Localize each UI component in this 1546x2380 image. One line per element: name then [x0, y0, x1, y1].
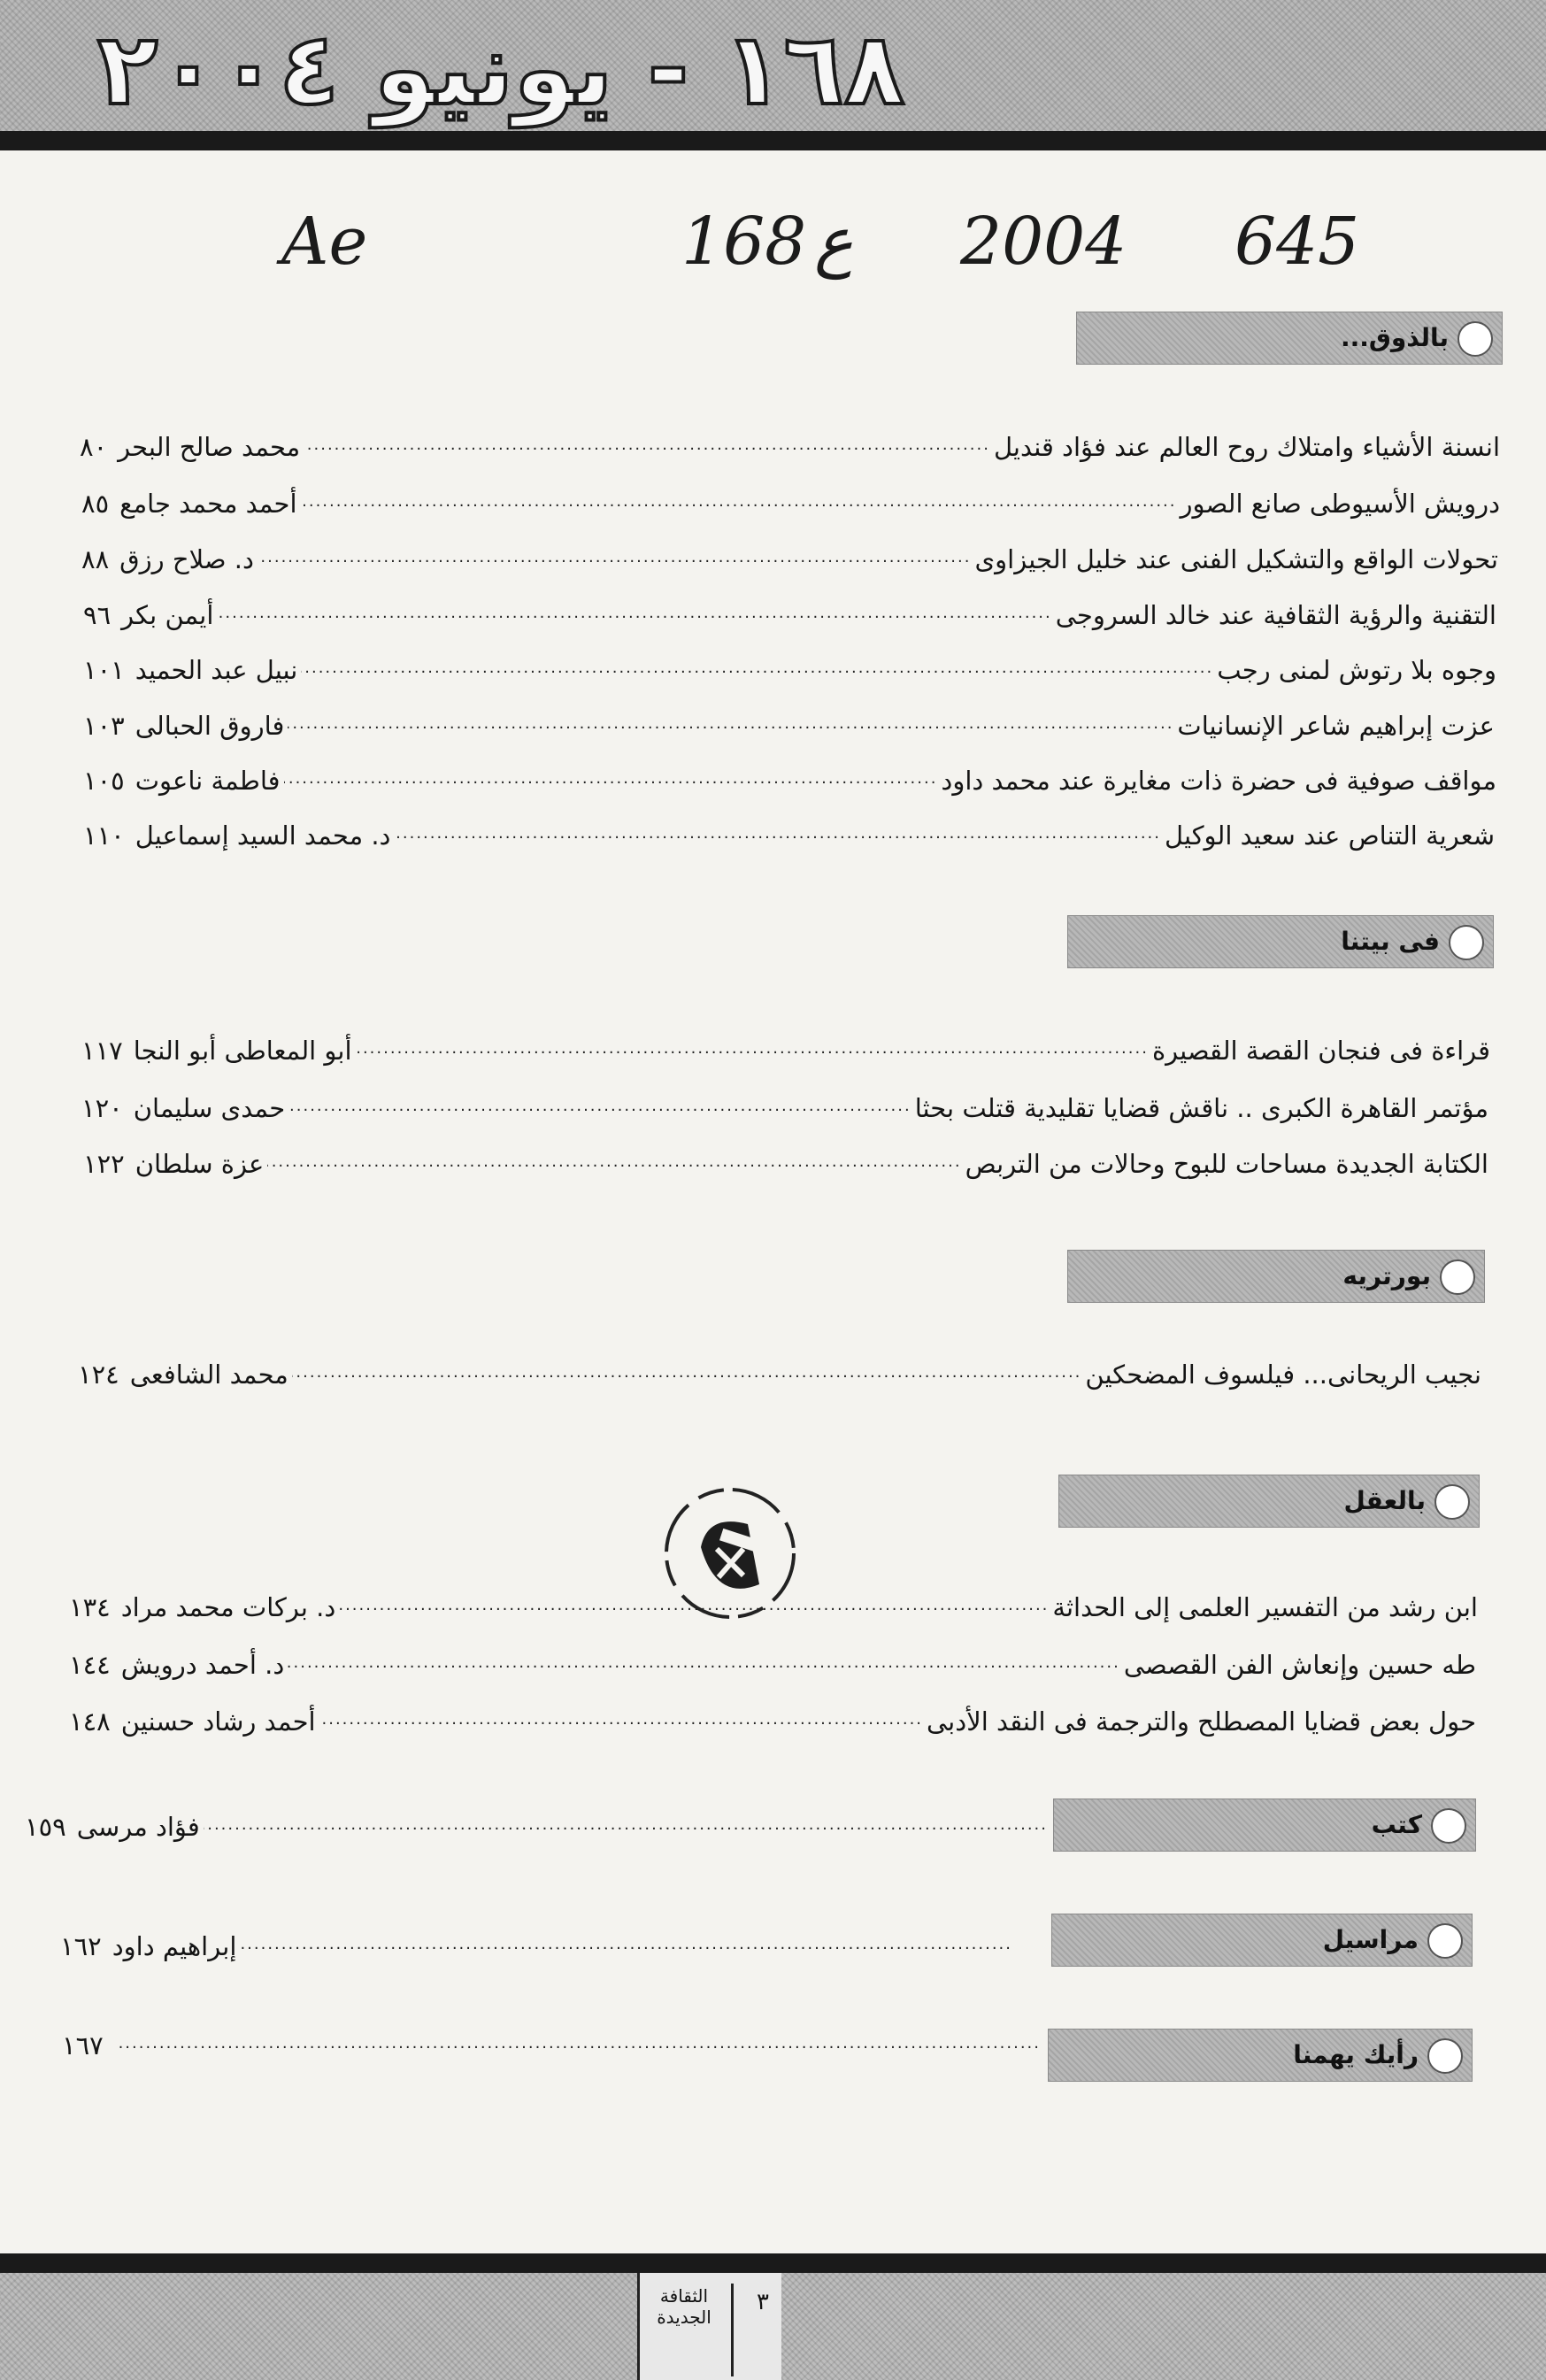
entry-author: فؤاد مرسى — [76, 1812, 200, 1842]
leader-dots — [292, 1365, 1082, 1381]
entry-title: ابن رشد من التفسير العلمى إلى الحداثة — [1052, 1592, 1478, 1622]
entry-title: الكتابة الجديدة مساحات للبوح وحالات من التربص — [965, 1149, 1488, 1179]
entry-title: تحولات الواقع والتشكيل الفنى عند خليل الجيزاوى — [974, 544, 1498, 574]
entry-author: حمدى سليمان — [133, 1093, 286, 1123]
entry-title: التقنية والرؤية الثقافية عند خالد السروجى — [1055, 600, 1496, 630]
entry-author: فاطمة ناعوت — [135, 766, 281, 796]
entry-page: ٩٦ — [83, 600, 112, 630]
section-title: مراسيل — [1322, 1925, 1419, 1954]
leader-dots — [118, 2036, 1041, 2052]
bullet-circle-icon — [1434, 1484, 1470, 1520]
bullet-circle-icon — [1458, 321, 1493, 357]
leader-dots — [258, 550, 972, 566]
leader-dots — [304, 437, 990, 453]
toc-entry — [83, 801, 1495, 851]
footer-magazine-line: الثقافة — [659, 2285, 709, 2307]
handwritten-note: Ae — [281, 204, 368, 280]
entry-page: ١٤٤ — [69, 1650, 111, 1680]
section-title: كتب — [1371, 1810, 1422, 1839]
section-title: فى بيتنا — [1341, 927, 1440, 956]
bullet-circle-icon — [1440, 1259, 1475, 1295]
entry-page: ١٦٧ — [62, 2030, 104, 2060]
section-label-portrait — [1067, 1250, 1485, 1303]
bottom-rule — [0, 2253, 1546, 2273]
handwritten-note: 168 — [681, 204, 807, 280]
handwritten-note: ع — [814, 204, 854, 280]
entry-author: أحمد رشاد حسنين — [120, 1706, 316, 1737]
section-title: بالذوق... — [1340, 323, 1449, 352]
leader-dots — [204, 1817, 1048, 1833]
entry-author: أيمن بكر — [121, 600, 214, 630]
entry-author: د. أحمد درويش — [120, 1650, 285, 1680]
leader-dots — [356, 1041, 1149, 1057]
leader-dots — [394, 826, 1161, 842]
entry-page: ٨٥ — [81, 489, 110, 519]
entry-author: إبراهيم داود — [112, 1931, 237, 1961]
entry-page: ١١٧ — [81, 1036, 123, 1066]
leader-dots — [217, 605, 1051, 621]
toc-entry — [83, 1129, 1488, 1179]
section-label-bil-dhawq — [1076, 312, 1503, 365]
entry-title: نجيب الريحانى... فيلسوف المضحكين — [1085, 1359, 1481, 1390]
toc-entry — [83, 581, 1496, 630]
toc-entry — [69, 1687, 1476, 1737]
entry-page: ١٠٥ — [83, 766, 125, 796]
entry-author: أبو المعاطى أبو النجا — [133, 1036, 352, 1066]
toc-entry — [25, 1792, 1051, 1842]
leader-dots — [267, 1154, 961, 1170]
section-label-marasil — [1051, 1914, 1473, 1967]
toc-entry — [80, 412, 1500, 462]
entry-page: ١٥٩ — [25, 1812, 66, 1842]
footer-divider — [731, 2284, 734, 2376]
leader-dots — [319, 1712, 923, 1728]
entry-title: انسنة الأشياء وامتلاك روح العالم عند فؤاد قنديل — [993, 432, 1500, 462]
entry-title: قراءة فى فنجان القصة القصيرة — [1151, 1036, 1490, 1066]
entry-page: ٨٠ — [80, 432, 108, 462]
toc-entry — [60, 1912, 1016, 1961]
handwritten-note: 645 — [1234, 204, 1360, 280]
toc-entry — [78, 1340, 1481, 1390]
leader-dots — [288, 1098, 911, 1114]
bullet-circle-icon — [1427, 1923, 1463, 1959]
handwritten-note: 2004 — [960, 204, 1127, 280]
entry-page: ١٠١ — [83, 655, 125, 685]
toc-entry — [69, 1630, 1476, 1680]
section-label-bil-aql — [1058, 1475, 1480, 1528]
entry-author: أحمد محمد جامع — [119, 489, 297, 519]
entry-page: ١٢٠ — [81, 1093, 123, 1123]
footer-page-number: ٣ — [757, 2289, 769, 2315]
bullet-circle-icon — [1449, 925, 1484, 960]
leader-dots — [288, 716, 1173, 732]
entry-title: طه حسين وإنعاش الفن القصصى — [1123, 1650, 1476, 1680]
toc-entry — [81, 525, 1498, 574]
entry-author: عزة سلطان — [135, 1149, 265, 1179]
section-title: رأيك يهمنا — [1293, 2040, 1419, 2069]
leader-dots — [284, 771, 938, 787]
section-label-fi-baytina — [1067, 915, 1494, 968]
leader-dots — [301, 660, 1213, 676]
toc-entry — [83, 746, 1496, 796]
bullet-circle-icon — [1427, 2038, 1463, 2074]
entry-page: ١١٠ — [83, 820, 125, 851]
entry-title: عزت إبراهيم شاعر الإنسانيات — [1177, 711, 1495, 741]
toc-entry — [81, 1074, 1488, 1123]
entry-page: ١٢٢ — [83, 1149, 125, 1179]
entry-author: نبيل عبد الحميد — [135, 655, 298, 685]
entry-page: ٨٨ — [81, 544, 110, 574]
entry-page: ١٦٢ — [60, 1931, 102, 1961]
entry-page: ١٣٤ — [69, 1592, 111, 1622]
toc-entry — [83, 635, 1496, 685]
entry-page: ١٠٣ — [83, 711, 125, 741]
toc-entry — [81, 469, 1500, 519]
leader-dots — [301, 494, 1177, 510]
entry-title: شعرية التناص عند سعيد الوكيل — [1164, 820, 1495, 851]
section-title: بالعقل — [1343, 1486, 1426, 1515]
entry-page: ١٤٨ — [69, 1706, 111, 1737]
entry-author: د. محمد السيد إسماعيل — [135, 820, 391, 851]
entry-title: وجوه بلا رتوش لمنى رجب — [1217, 655, 1496, 685]
entry-author: محمد صالح البحر — [118, 432, 301, 462]
entry-title: حول بعض قضايا المصطلح والترجمة فى النقد الأدبى — [927, 1706, 1476, 1737]
footer-magazine-line: الجديدة — [657, 2307, 711, 2328]
entry-author: د. بركات محمد مراد — [120, 1592, 336, 1622]
footer-magazine-name — [644, 2285, 724, 2328]
entry-author: محمد الشافعى — [129, 1359, 288, 1390]
entry-title: درويش الأسيوطى صانع الصور — [1180, 489, 1500, 519]
issue-header: ١٦٨ - يونيو ٢٠٠٤ — [97, 12, 905, 127]
library-stamp-icon — [655, 1478, 805, 1629]
entry-title: مواقف صوفية فى حضرة ذات مغايرة عند محمد داود — [941, 766, 1496, 796]
entry-page: ١٢٤ — [78, 1359, 119, 1390]
top-rule — [0, 131, 1546, 150]
section-label-kutub — [1053, 1798, 1476, 1852]
entry-author: د. صلاح رزق — [119, 544, 254, 574]
leader-dots — [288, 1655, 1120, 1671]
entry-author: فاروق الحبالى — [135, 711, 285, 741]
section-label-raeyak — [1048, 2029, 1473, 2082]
leader-dots — [240, 1937, 1012, 1953]
toc-entry — [62, 2011, 1044, 2060]
entry-title: مؤتمر القاهرة الكبرى .. ناقش قضايا تقليدية قتلت بحثا — [914, 1093, 1488, 1123]
toc-entry — [83, 691, 1495, 741]
toc-entry — [81, 1016, 1490, 1066]
bullet-circle-icon — [1431, 1808, 1466, 1844]
section-title: بورتريه — [1342, 1261, 1431, 1290]
